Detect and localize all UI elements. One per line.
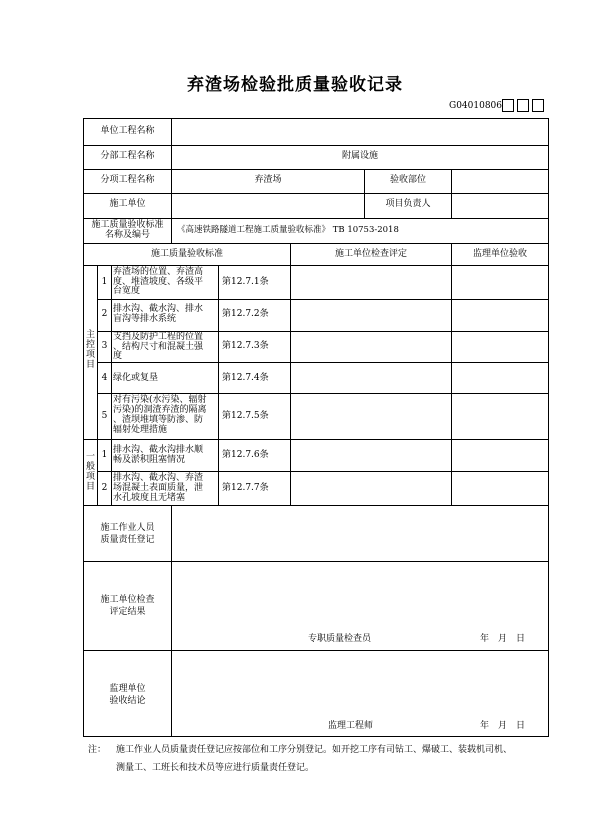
item-no: 1 [101,277,108,287]
item-clause: 第12.7.5条 [222,411,269,421]
item-no: 3 [101,341,108,351]
date-label: 年 月 日 [480,634,526,644]
col-unit-check: 施工单位检查评定 [334,249,407,259]
note-prefix: 注： [88,745,107,755]
acceptance-part-label: 验收部位 [389,175,426,185]
engineer-label: 监理工程师 [328,721,374,731]
desc-line: 辐射处理措施 [113,425,168,435]
label-line: 监理单位 [109,684,146,694]
item-clause: 第12.7.2条 [222,309,269,319]
main-group-label [84,330,97,370]
construction-unit-label: 施工单位 [109,199,146,209]
desc-line: 盲沟等排水系统 [113,314,177,324]
page-title: 弃渣场检验批质量验收记录 [187,75,403,95]
desc-line: 排水沟、截水沟排水顺 [113,445,204,455]
standard-label-line: 施工质量验收标准 [91,220,164,230]
subdivision-label: 分项工程名称 [100,175,155,185]
desc-line: 排水沟、截水沟、排水 [113,304,204,314]
desc-line: 支挡及防护工程的位置 [113,332,204,342]
group-char: 目 [85,360,95,370]
desc-line: 弃渣场的位置、弃渣高 [113,267,204,277]
desc-line: 污染)的洞渣弃渣的隔离 [113,405,207,415]
standard-label [84,220,171,240]
group-char: 控 [85,340,95,350]
item-desc [113,333,219,362]
desc-line: 度、堆渣坡度、各级平 [113,276,204,287]
item-desc [113,304,219,324]
project-lead-label: 项目负责人 [385,199,431,209]
standard-label-line: 名称及编号 [104,230,150,240]
group-char: 般 [85,462,95,472]
item-no: 2 [101,483,108,493]
desc-line: 排水沟、截水沟、弃渣 [113,473,204,483]
item-desc [113,445,219,465]
item-desc [113,473,219,503]
label-line: 验收结论 [109,696,146,706]
crew-label [84,522,171,546]
label-line: 施工作业人员 [100,523,155,533]
item-no: 1 [101,450,108,460]
label-line: 质量责任登记 [100,535,155,545]
item-clause: 第12.7.1条 [222,277,269,287]
item-desc [113,373,219,384]
desc-line: 度 [113,351,123,361]
label-line: 评定结果 [109,607,146,617]
general-group-label [84,452,97,492]
group-char: 项 [85,350,95,360]
desc-line: 水孔坡度且无堵塞 [113,493,186,503]
item-desc [113,395,219,435]
label-line: 施工单位检查 [100,595,155,605]
unit-project-label: 单位工程名称 [100,126,155,136]
item-no: 4 [101,373,108,383]
group-char: 一 [85,452,95,462]
item-no: 5 [101,411,108,421]
note-line: 测量工、工班长和技术员等应进行质量责任登记。 [116,763,315,773]
desc-line: 场混凝土表面质量，泄 [113,483,204,493]
item-clause: 第12.7.3条 [222,341,269,351]
unit-eval-label [84,594,171,618]
group-char: 项 [85,472,95,482]
inspector-label: 专职质量检查员 [308,634,372,644]
subdivision-value[interactable]: 弃渣场 [254,175,282,185]
col-supervision: 监理单位验收 [472,249,527,259]
division-value[interactable]: 附属设施 [341,151,378,161]
desc-line: 、结构尺寸和混凝土强 [113,341,204,352]
date-label: 年 月 日 [480,721,526,731]
desc-line: 绿化或复垦 [113,373,159,383]
division-label: 分部工程名称 [100,151,155,161]
supervision-label [84,683,171,707]
item-desc [113,268,219,297]
desc-line: 台宽度 [113,286,141,296]
item-clause: 第12.7.7条 [222,483,269,493]
item-clause: 第12.7.4条 [222,373,269,383]
desc-line: 对有污染(水污染、辐射 [113,395,207,405]
item-no: 2 [101,309,108,319]
item-clause: 第12.7.6条 [222,450,269,460]
desc-line: 畅及淤积阻塞情况 [113,455,186,465]
col-standard: 施工质量验收标准 [150,249,223,259]
group-char: 目 [85,482,95,492]
standard-value: 《高速铁路隧道工程施工质量验收标准》 TB 10753-2018 [177,225,399,235]
desc-line: 、渣坝堆填等防渗、防 [113,415,204,425]
form-code: G04010806 [449,101,502,111]
group-char: 主 [85,330,95,340]
note-line: 施工作业人员质量责任登记应按部位和工序分别登记。如开挖工序有司钻工、爆破工、装载机司机、 [116,745,513,755]
